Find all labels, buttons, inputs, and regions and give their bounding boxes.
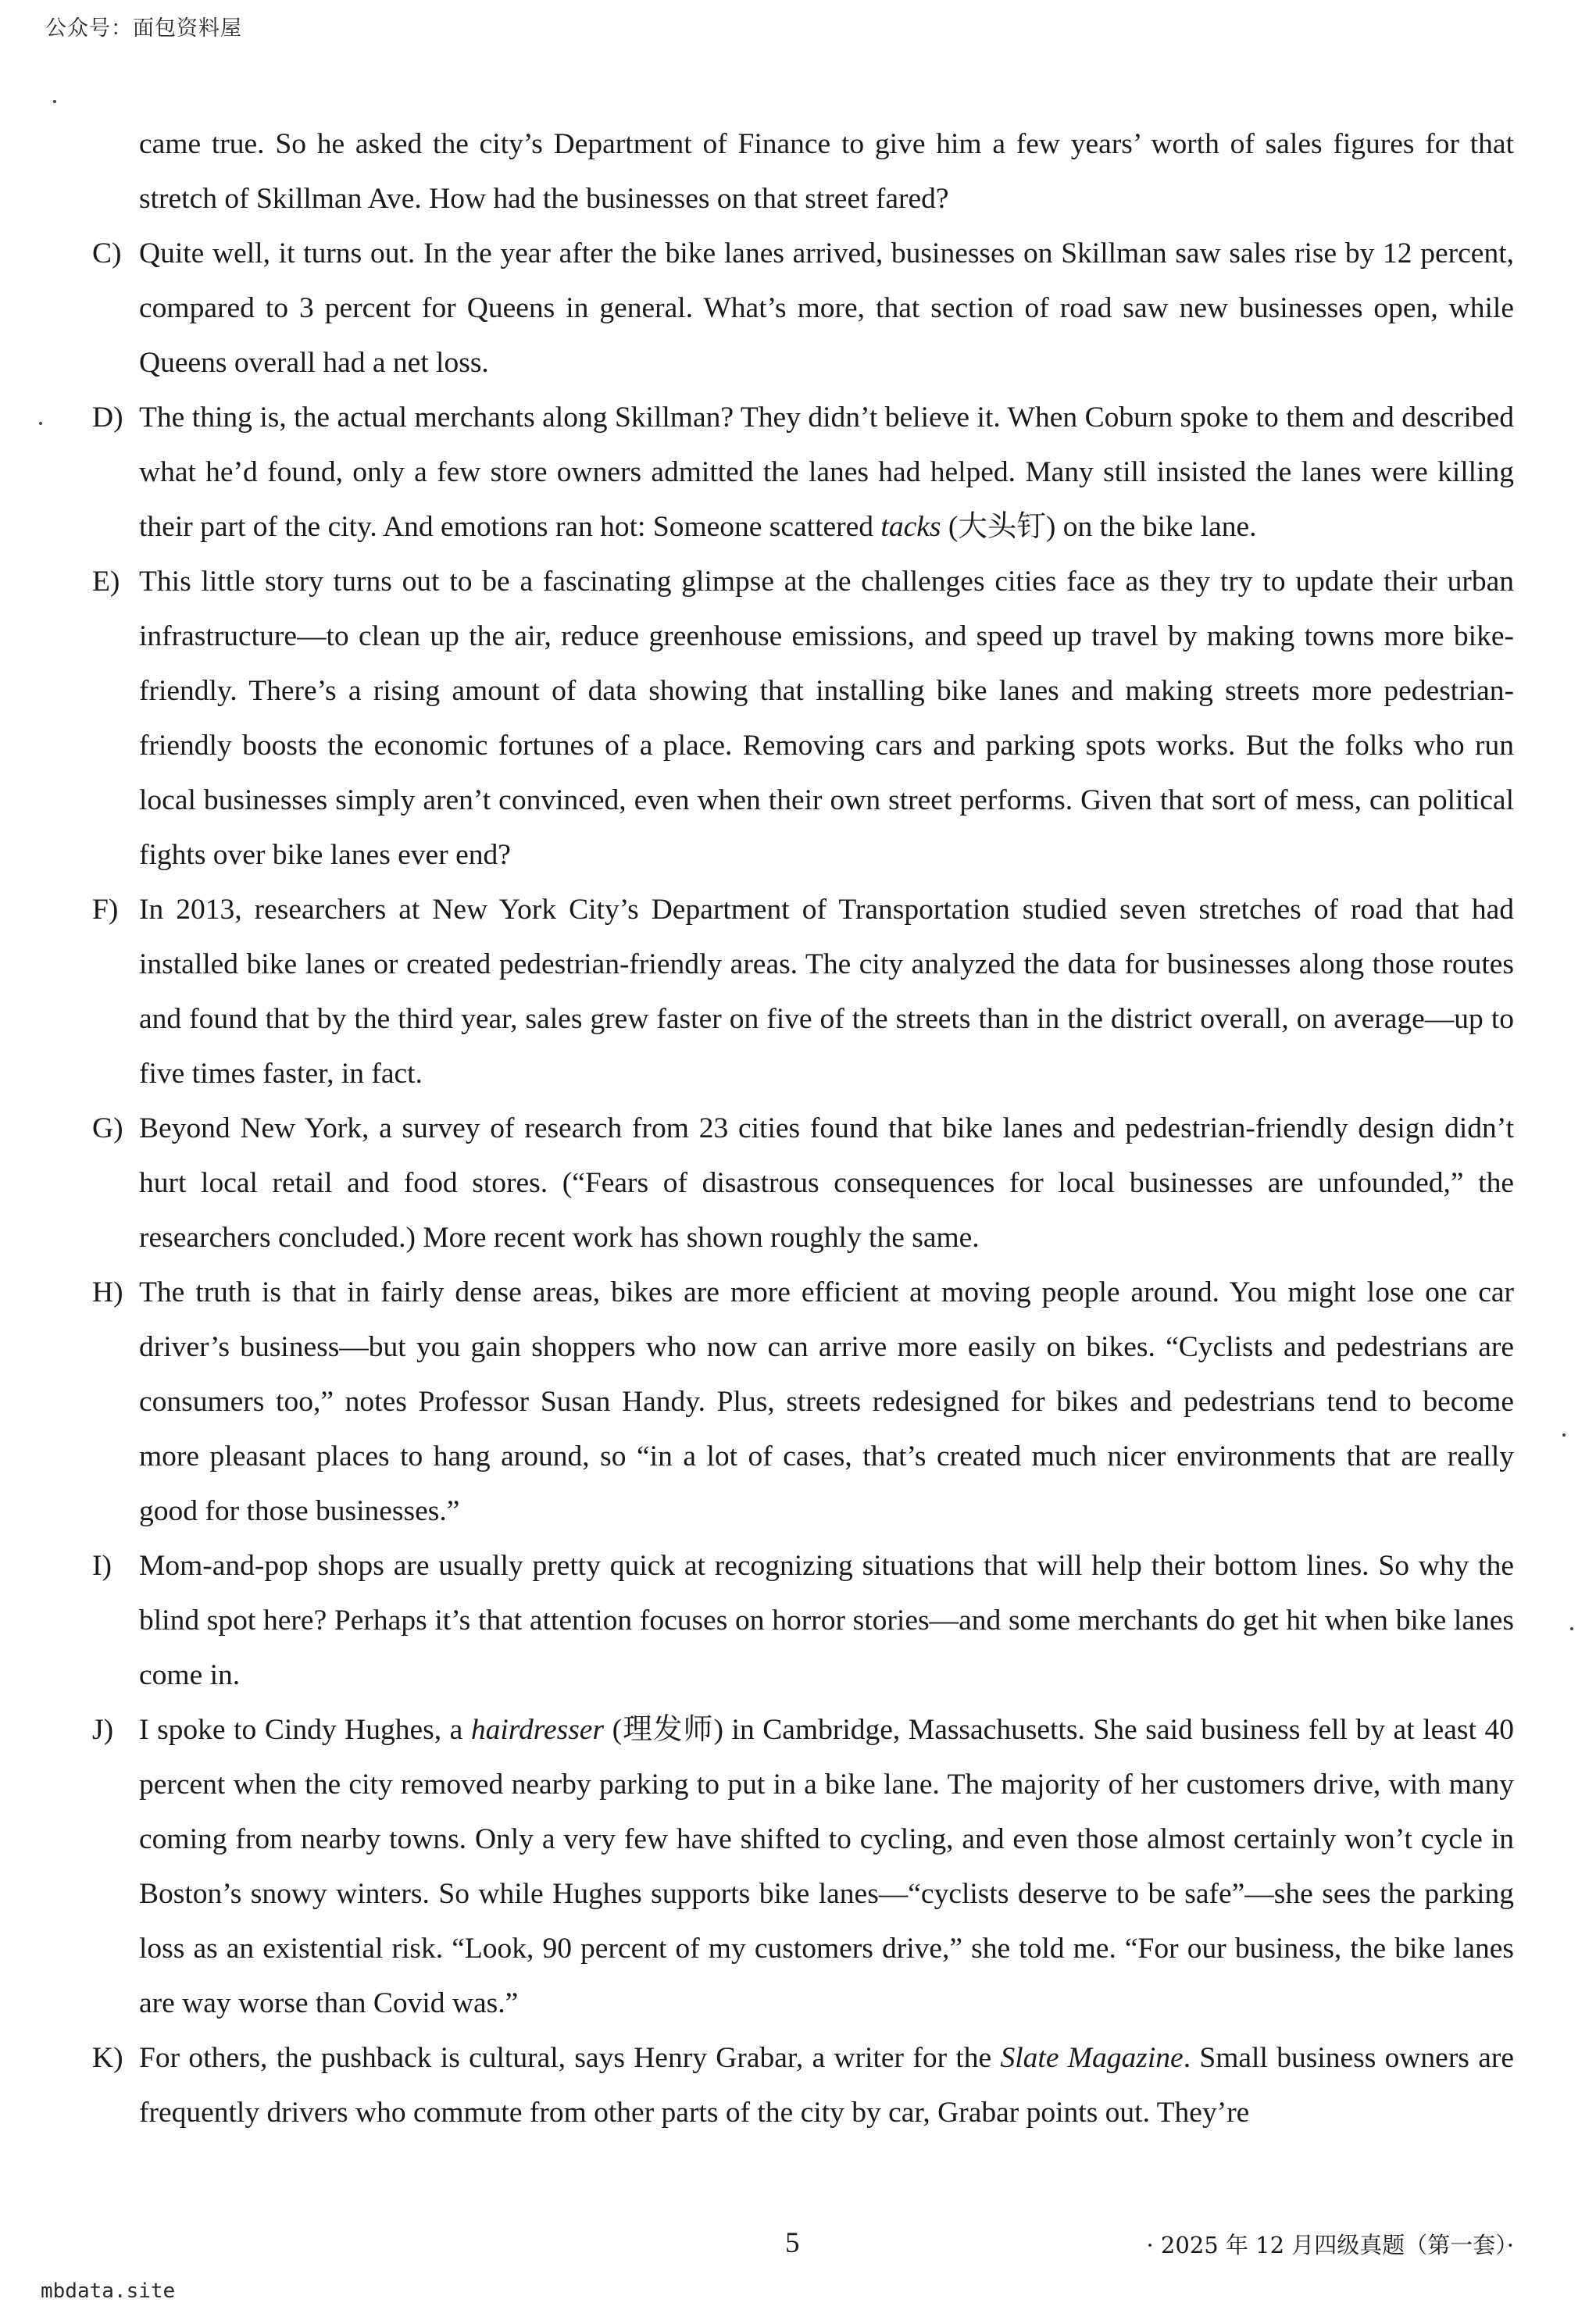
italic-term: Slate Magazine <box>1000 2042 1184 2074</box>
text-segment: (大头钉) on the bike lane. <box>941 511 1257 543</box>
paragraph-label: K) <box>92 2042 123 2074</box>
paragraph-text: Quite well, it turns out. In the year after the bike lanes arrived, businesses on Skillman saw sales rise by 12 percent, compared to 3 percent for Queens in general. What’s more, that section of road saw new businesses open, while Queens overall had a net loss. <box>139 237 1514 379</box>
paragraph-label: C) <box>92 237 122 270</box>
paragraph-text: came true. So he asked the city’s Department of Finance to give him a few years’ worth of sales figures for that stretch of Skillman Ave. How had the businesses on that street fared? <box>139 128 1514 215</box>
text-segment: . Small business owners are frequently drivers who commute from other parts of the city by car, Grabar points out. They’re <box>139 2042 1514 2129</box>
paragraph-text <box>139 1703 1514 2031</box>
italic-term: tacks <box>880 511 941 543</box>
paragraph-i <box>92 1539 1514 1703</box>
paragraph-text: Mom-and-pop shops are usually pretty quick at recognizing situations that will help their bottom lines. So why the blind spot here? Perhaps it’s that attention focuses on horror stories—and some merchants do get hit when bike lanes come in. <box>139 1550 1514 1691</box>
passage <box>92 117 1514 2140</box>
paragraph-label: D) <box>92 402 123 434</box>
paragraph-text <box>139 2031 1514 2140</box>
paragraph-d <box>92 391 1514 555</box>
paragraph-text: The truth is that in fairly dense areas, bikes are more efficient at moving people around. You might lose one car driver’s business—but you gain shoppers who now can arrive more easily on bikes. “Cyclists and pedestrians are consumers too,” notes Professor Susan Handy. Plus, streets redesigned for bikes and pedestrians tend to become more pleasant places to hang around, so “in a lot of cases, that’s created much nicer environments that are really good for those businesses.” <box>139 1276 1514 1527</box>
italic-term: hairdresser <box>470 1714 605 1746</box>
site-watermark: mbdata.site <box>41 2279 176 2303</box>
page-number: 5 <box>785 2227 800 2259</box>
paragraph-label: I) <box>92 1550 112 1582</box>
paragraph-h <box>92 1265 1514 1539</box>
text-segment: For others, the pushback is cultural, says Henry Grabar, a writer for the <box>139 2042 1001 2074</box>
scan-speck <box>39 422 42 425</box>
watermark-text: 公众号：面包资料屋 <box>45 16 242 41</box>
paragraph-j <box>92 1703 1514 2031</box>
paragraph-f <box>92 883 1514 1101</box>
paragraph-text: In 2013, researchers at New York City’s Department of Transportation studied seven stretches of road that had installed bike lanes or created pedestrian-friendly areas. The city analyzed the data for businesses along those routes and found that by the third year, sales grew faster on five of the streets than in the district overall, on average—up to five times faster, in fact. <box>139 894 1514 1090</box>
paragraph-text: This little story turns out to be a fascinating glimpse at the challenges cities face as they try to update their urban infrastructure—to clean up the air, reduce greenhouse emissions, and speed up travel by making towns more bike-friendly. There’s a rising amount of data showing that installing bike lanes and making streets more pedestrian-friendly boosts the economic fortunes of a place. Removing cars and parking spots works. But the folks who run local businesses simply aren’t convinced, even when their own street performs. Given that sort of mess, can political fights over bike lanes ever end? <box>139 566 1514 871</box>
paragraph-g <box>92 1101 1514 1265</box>
paragraph-text <box>139 391 1514 555</box>
text-segment: (理发师) in Cambridge, Massachusetts. She said business fell by at least 40 percent when the city removed nearby parking to put in a bike lane. The majority of her customers drive, with many coming from nearby towns. Only a very few have shifted to cycling, and even those almost certainly won’t cycle in Boston’s snowy winters. So while Hughes supports bike lanes—“cyclists deserve to be safe”—she sees the parking loss as an existential risk. “Look, 90 percent of my customers drive,” she told me. “For our business, the bike lanes are way worse than Covid was.” <box>139 1714 1515 2019</box>
paragraph-k <box>92 2031 1514 2140</box>
paragraph-label: F) <box>92 894 119 926</box>
paragraph-e <box>92 555 1514 883</box>
scan-speck <box>1570 1627 1573 1630</box>
paragraph-label: J) <box>92 1714 114 1746</box>
scan-speck <box>1562 1433 1566 1437</box>
paragraph-text: Beyond New York, a survey of research from 23 cities found that bike lanes and pedestrian-friendly design didn’t hurt local retail and food stores. (“Fears of disastrous consequences for local businesses are unfounded,” the researchers concluded.) More recent work has shown roughly the same. <box>139 1112 1514 1254</box>
exam-tag: · 2025 年 12 月四级真题（第一套）· <box>1146 2232 1514 2258</box>
paragraph-label: E) <box>92 566 120 598</box>
paragraph-c <box>92 227 1514 391</box>
text-segment: I spoke to Cindy Hughes, a <box>139 1714 471 1746</box>
paragraph-label: H) <box>92 1276 123 1308</box>
text-segment: The thing is, the actual merchants along Skillman? They didn’t believe it. When Coburn spoke to them and described what he’d found, only a few store owners admitted the lanes had helped. Many still insisted the lanes were killing their part of the city. And emotions ran hot: Someone scattered <box>139 402 1514 543</box>
paragraph-continuation <box>92 117 1514 227</box>
paragraph-label: G) <box>92 1112 123 1144</box>
scan-speck <box>53 100 56 103</box>
